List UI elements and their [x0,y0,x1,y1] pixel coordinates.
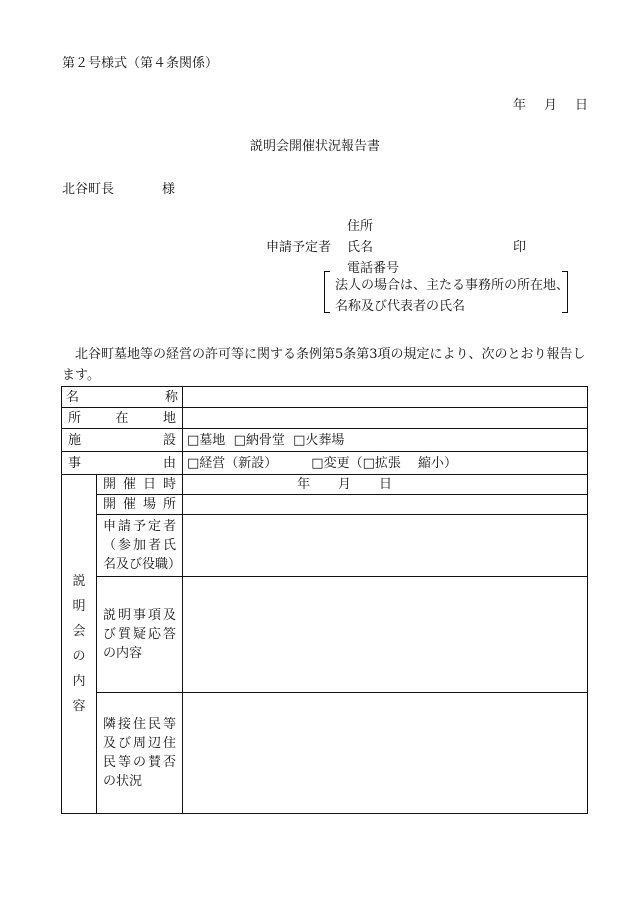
reason-row-label: 事 由 [62,452,183,475]
report-table [61,386,588,814]
document-title: 説明会開催状況報告書 [249,139,380,154]
submission-date [513,94,588,113]
facility-row-label: 施 設 [62,429,183,452]
form-number: 第２号様式（第４条関係） [62,56,219,71]
meeting-date-label: 開 催 日 時 [97,475,183,495]
name-label: 氏名 [347,240,374,255]
attendees-field[interactable] [183,515,588,577]
addressee-honorific: 様 [162,182,176,197]
facility-options [183,429,588,452]
meeting-place-field[interactable] [183,495,588,515]
checkbox-new-operation[interactable]: □経営（新設） [187,455,278,471]
report-statement: 北谷町墓地等の経営の許可等に関する条例第5条第3項の規定により、次のとおり報告します。 [62,347,586,383]
table-row-location [62,408,588,429]
table-row-explanation [62,577,588,693]
location-row-label: 所 在 地 [62,408,183,429]
table-row-reason [62,452,588,475]
checkbox-change[interactable]: □変更（□拡張 縮小） [311,455,457,471]
meeting-content-label: 説 明 会 の 内 容 [62,475,97,814]
reason-options [183,452,588,475]
meeting-year: 年 [297,477,311,492]
addressee [62,178,175,197]
residents-field[interactable] [183,693,588,814]
table-row-meeting-place [62,495,588,515]
seal-mark: 印 [513,240,527,255]
meeting-day: 日 [379,477,393,492]
date-day: 日 [575,98,589,113]
location-value-field[interactable] [183,408,588,429]
corporate-note-line2: 名称及び代表者の氏名 [335,299,466,314]
meeting-month: 月 [338,477,352,492]
name-row-label: 名 称 [62,387,183,408]
table-row-facility [62,429,588,452]
phone-label: 電話番号 [347,261,400,276]
addressee-name: 北谷町長 [62,182,115,197]
checkbox-ossuary[interactable]: □納骨堂 [233,432,285,448]
checkbox-crematorium[interactable]: □火葬場 [293,432,345,448]
explanation-label: 説明事項及 び質疑応答 の内容 [97,577,183,693]
date-year: 年 [513,98,527,113]
address-label: 住所 [347,219,374,234]
explanation-field[interactable] [183,577,588,693]
checkbox-cemetery[interactable]: □墓地 [187,432,226,448]
attendees-label: 申請予定者 （参加者氏 名及び役職） [97,515,183,577]
left-bracket [324,271,330,313]
table-row-attendees [62,515,588,577]
date-month: 月 [544,98,558,113]
applicant-label: 申請予定者 [266,240,332,255]
corporate-note-line1: 法人の場合は、主たる事務所の所在地、 [335,278,570,293]
table-row-name [62,387,588,408]
meeting-place-label: 開 催 場 所 [97,495,183,515]
table-row-meeting-date [62,475,588,495]
table-row-residents [62,693,588,814]
meeting-date-field[interactable] [183,475,588,495]
residents-label: 隣接住民等 及び周辺住 民等の賛否 の状況 [97,693,183,814]
name-value-field[interactable] [183,387,588,408]
